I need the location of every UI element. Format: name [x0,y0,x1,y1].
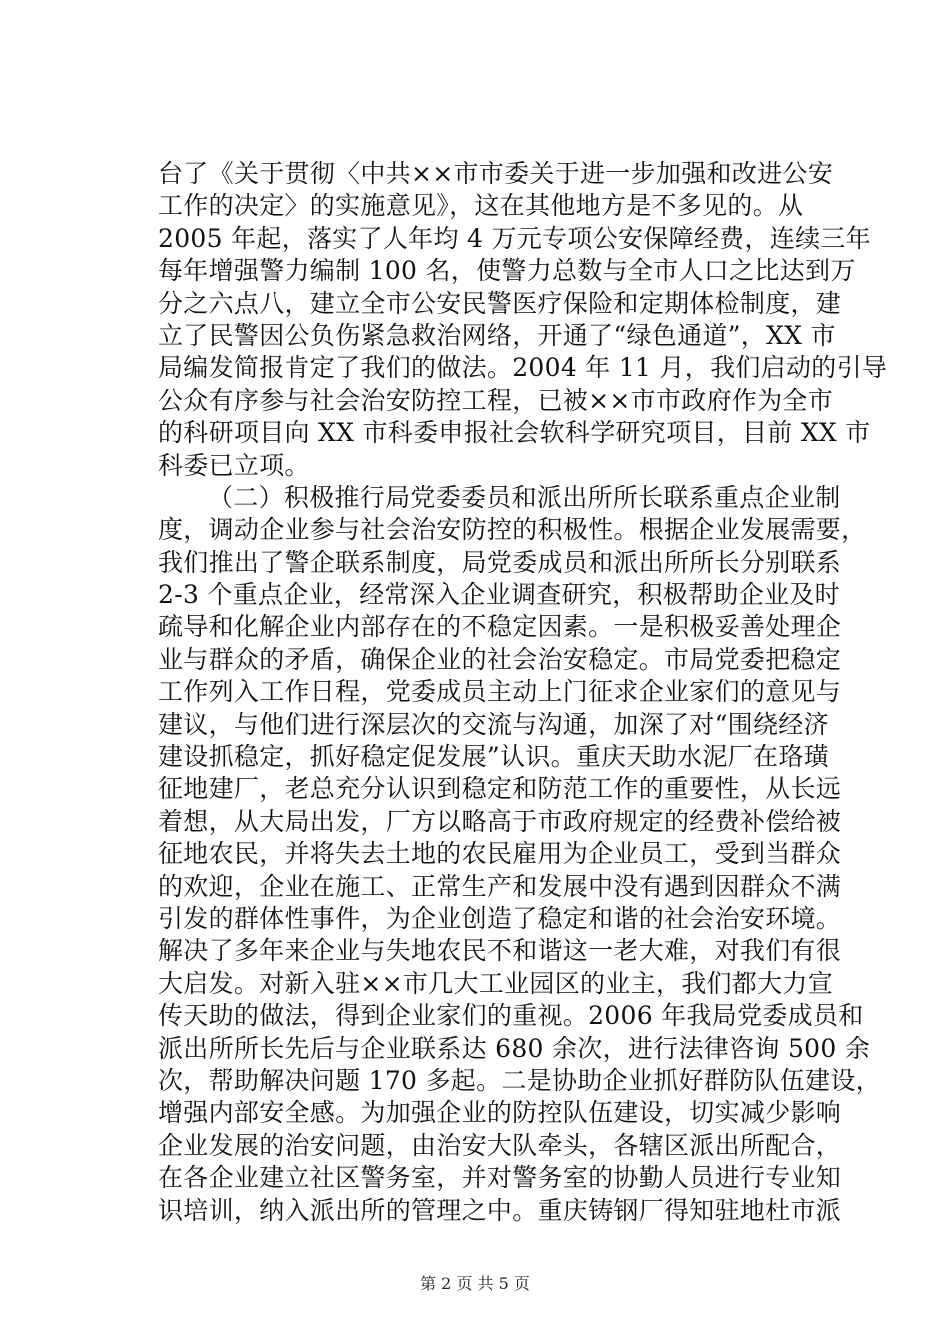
text-line: 企业发展的治安问题，由治安大队牵头，各辖区派出所配合， [158,1130,842,1160]
text-line: 的科研项目向 XX 市科委申报社会软科学研究项目，目前 XX 市 [158,418,871,448]
paragraph-heading-line: （二）积极推行局党委委员和派出所所长联系重点企业制 [208,482,841,512]
text-line: 每年增强警力编制 100 名，使警力总数与全市人口之比达到万 [158,256,856,286]
text-line: 派出所所长先后与企业联系达 680 余次，进行法律咨询 500 余 [158,1033,871,1063]
text-line: 度，调动企业参与社会治安防控的积极性。根据企业发展需要， [158,515,867,545]
text-line: 工作列入工作日程，党委成员主动上门征求企业家们的意见与 [158,677,842,707]
text-line: 识培训，纳入派出所的管理之中。重庆铸钢厂得知驻地杜市派 [158,1195,842,1225]
page-footer: 第 2 页 共 5 页 [420,1274,530,1293]
text-line: 2-3 个重点企业，经常深入企业调查研究，积极帮助企业及时 [158,580,840,610]
document-body [158,158,888,1227]
text-line: 建议，与他们进行深层次的交流与沟通，加深了对“围绕经济 [158,709,829,739]
text-line: 立了民警因公负伤紧急救治网络，开通了“绿色通道”，XX 市 [158,320,836,350]
text-line: 业与群众的矛盾，确保企业的社会治安稳定。市局党委把稳定 [158,644,842,674]
text-line: 我们推出了警企联系制度，局党委成员和派出所所长分别联系 [158,547,842,577]
text-line: 解决了多年来企业与失地农民不和谐这一老大难，对我们有很 [158,936,842,966]
text-line: 分之六点八，建立全市公安民警医疗保险和定期体检制度，建 [158,288,842,318]
text-line: 工作的决定〉的实施意见》，这在其他地方是不多见的。从 [158,191,804,221]
text-line: 局编发简报肯定了我们的做法。2004 年 11 月，我们启动的引导 [158,353,888,383]
text-line: 次，帮助解决问题 170 多起。二是协助企业抓好群防队伍建设， [158,1065,881,1095]
text-line: 传天助的做法，得到企业家们的重视。2006 年我局党委成员和 [158,1001,864,1031]
text-line: 增强内部安全感。为加强企业的防控队伍建设，切实减少影响 [158,1098,842,1128]
text-line: 征地建厂，老总充分认识到稳定和防范工作的重要性，从长远 [158,774,842,804]
text-line: 2005 年起，落实了人年均 4 万元专项公安保障经费，连续三年 [158,223,871,253]
text-line: 的欢迎，企业在施工、正常生产和发展中没有遇到因群众不满 [158,871,842,901]
text-line: 着想，从大局出发，厂方以略高于市政府规定的经费补偿给被 [158,806,842,836]
text-line: 征地农民，并将失去土地的农民雇用为企业员工，受到当群众 [158,839,842,869]
text-line: 科委已立项。 [158,450,310,480]
text-line: 疏导和化解企业内部存在的不稳定因素。一是积极妥善处理企 [158,612,842,642]
text-line: 在各企业建立社区警务室，并对警务室的协勤人员进行专业知 [158,1163,842,1193]
text-line: 大启发。对新入驻××市几大工业园区的业主，我们都大力宣 [158,968,833,998]
text-line: 台了《关于贯彻〈中共××市市委关于进一步加强和改进公安 [158,159,833,188]
text-line: 引发的群体性事件，为企业创造了稳定和谐的社会治安环境。 [158,903,842,933]
text-line: 公众有序参与社会治安防控工程，已被××市市政府作为全市 [158,385,833,415]
text-line: 建设抓稳定，抓好稳定促发展”认识。重庆天助水泥厂在珞璜 [158,742,829,772]
